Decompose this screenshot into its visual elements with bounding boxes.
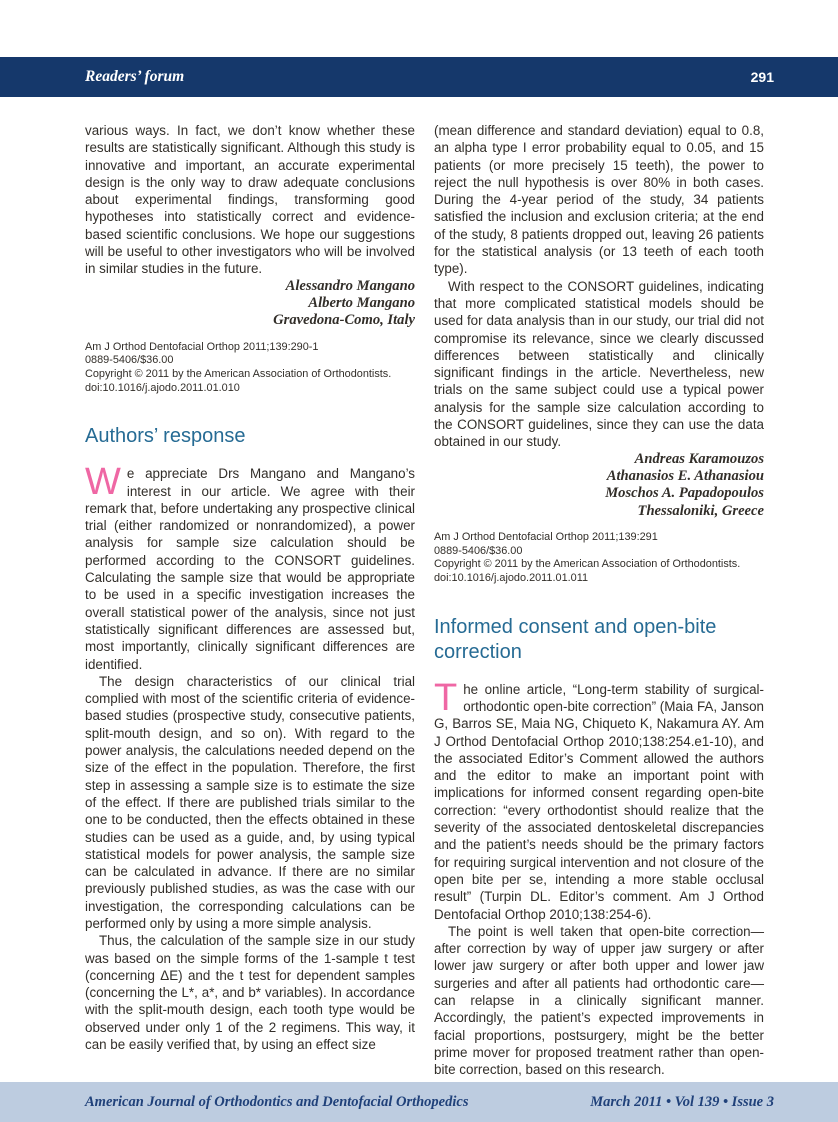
section-heading-authors-response: Authors’ response [85,425,246,448]
citation-line: Copyright © 2011 by the American Association of Orthodontists. [434,558,741,571]
paragraph: With respect to the CONSORT guidelines, indicating that more complicated statistical models should be used for data analysis than in our study, our trial did not compromise its relevance, since we clearly discussed differences between statistically and clinically significant findings in the article. Nevertheless, new trials on the same subject could use a typical power analysis for the sample size calculation according to the CONSORT guidelines, since they can use the data obtained in our study. [434,278,764,450]
footer-issue-info: March 2011 • Vol 139 • Issue 3 [590,1093,774,1110]
signature-location: Thessaloniki, Greece [637,502,764,519]
section-heading-informed-consent: Informed consent and open-bite correction [434,615,717,663]
citation-block [434,531,764,585]
signature-block [85,278,415,330]
paragraph-text: he online article, “Long-term stability of surgical-orthodontic open-bite correction” (Maia FA, Janson G, Barros SE, Maia NG, Chiqueto K, Nakamura AY. Am J Orthod Dentofacial Orthop 2010;138:254.e1-10), and the associated Editor’s Comment allowed the authors and the editor to make an important point with implications for informed consent regarding open-bite correction: “every orthodontist should realize that the severity of the associated dentoskeletal discrepancies and the patient’s needs should be the primary factors for requiring surgical intervention and not closure of the open bite per se, intending a more stable occlusal result” (Turpin DL. Editor’s comment. Am J Orthod Dentofacial Orthop 2010;138:254-6). [434,681,764,922]
footer-bar [0,1082,838,1122]
citation-line: Am J Orthod Dentofacial Orthop 2011;139:290-1 [85,340,319,353]
signature-name: Alessandro Mangano [285,277,415,294]
footer-journal-title: American Journal of Orthodontics and Dentofacial Orthopedics [85,1093,469,1110]
paragraph-text: e appreciate Drs Mangano and Mangano’s interest in our article. We agree with their remark that, before undertaking any prospective clinical trial (either randomized or nonrandomized), a power analysis for sample size calculation should be performed according to the CONSORT guidelines. Calculating the sample size that would be appropriate to be used in a specific investigation increases the overall statistical power of the analysis, since not just statistically significant differences are assessed but, most importantly, clinically significant differences are identified. [85,466,415,672]
citation-block [85,341,415,395]
paragraph-continuation: various ways. In fact, we don’t know whether these results are statistically significant. Although this study is innovative and important, an accurate experimental design is the only way to draw adequate conclusions about experimental findings, transforming good hypotheses into statistically correct and evidence-based scientific conclusions. We hope our suggestions will be useful to other investigators who will be involved in similar studies in the future. [85,123,415,277]
paragraph-dropcap [434,676,764,923]
right-column [434,122,764,1078]
citation-line: Am J Orthod Dentofacial Orthop 2011;139:291 [434,531,658,544]
signature-block [434,451,764,521]
left-column [85,122,415,1078]
citation-line: doi:10.1016/j.ajodo.2011.01.011 [434,572,589,585]
page-number: 291 [750,69,774,85]
header-bar [0,57,838,97]
citation-line: 0889-5406/$36.00 [434,544,523,557]
signature-name: Moschos A. Papadopoulos [605,485,764,502]
signature-location: Gravedona-Como, Italy [273,312,415,329]
paragraph-dropcap [85,461,415,673]
citation-line: doi:10.1016/j.ajodo.2011.01.010 [85,381,240,394]
drop-cap-letter: W [85,461,121,504]
page-content [85,122,764,1078]
citation-line: 0889-5406/$36.00 [85,354,174,367]
running-head: Readers’ forum [85,68,185,85]
signature-name: Alberto Mangano [308,295,415,312]
paragraph: The design characteristics of our clinical trial complied with most of the scientific criteria of evidence-based studies (prospective study, consecutive patients, split-mouth design, and so on). With regard to the power analysis, the calculations needed depend on the size of the effect in the population. Therefore, the first step in assessing a sample size is to estimate the size of the effect. If there are published trials similar to the one to be conducted, then the effects obtained in these studies can be used as a guide, and, by using typical statistical models for power analysis, the sample size can be calculated in advance. If there are no similar previously published studies, as was the case with our investigation, the corresponding calculations can be performed only by using a more simple analysis. [85,673,415,931]
drop-cap-letter: T [434,676,458,719]
paragraph: Thus, the calculation of the sample size in our study was based on the simple forms of the 1-sample t test (concerning ΔE) and the t test for dependent samples (concerning the L*, a*, and b* variables). In accordance with the split-mouth design, each tooth type would be observed under only 1 of the 2 regimens. This way, it can be easily verified that, by using an effect size [85,933,415,1053]
paragraph-continuation: (mean difference and standard deviation) equal to 0.8, an alpha type I error probability equal to 0.05, and 15 patients (or more precisely 15 teeth), the power to reject the null hypothesis is over 80% in both cases. During the 4-year period of the study, 34 patients satisfied the inclusion and exclusion criteria; at the end of the study, 8 patients dropped out, leaving 26 patients for the statistical analysis (or 13 teeth of each tooth type). [434,123,764,277]
paragraph: The point is well taken that open-bite correction—after correction by way of upper jaw surgery or after lower jaw surgery or after both upper and lower jaw surgeries and after all patients had orthodontic care—can relapse in a clinically significant manner. Accordingly, the patient’s expected improvements in facial proportions, postsurgery, might be the better prime mover for proposed treatment rather than open-bite correction, based on this research. [434,923,764,1078]
signature-name: Athanasios E. Athanasiou [606,468,764,485]
citation-line: Copyright © 2011 by the American Association of Orthodontists. [85,368,392,381]
signature-name: Andreas Karamouzos [634,450,764,467]
